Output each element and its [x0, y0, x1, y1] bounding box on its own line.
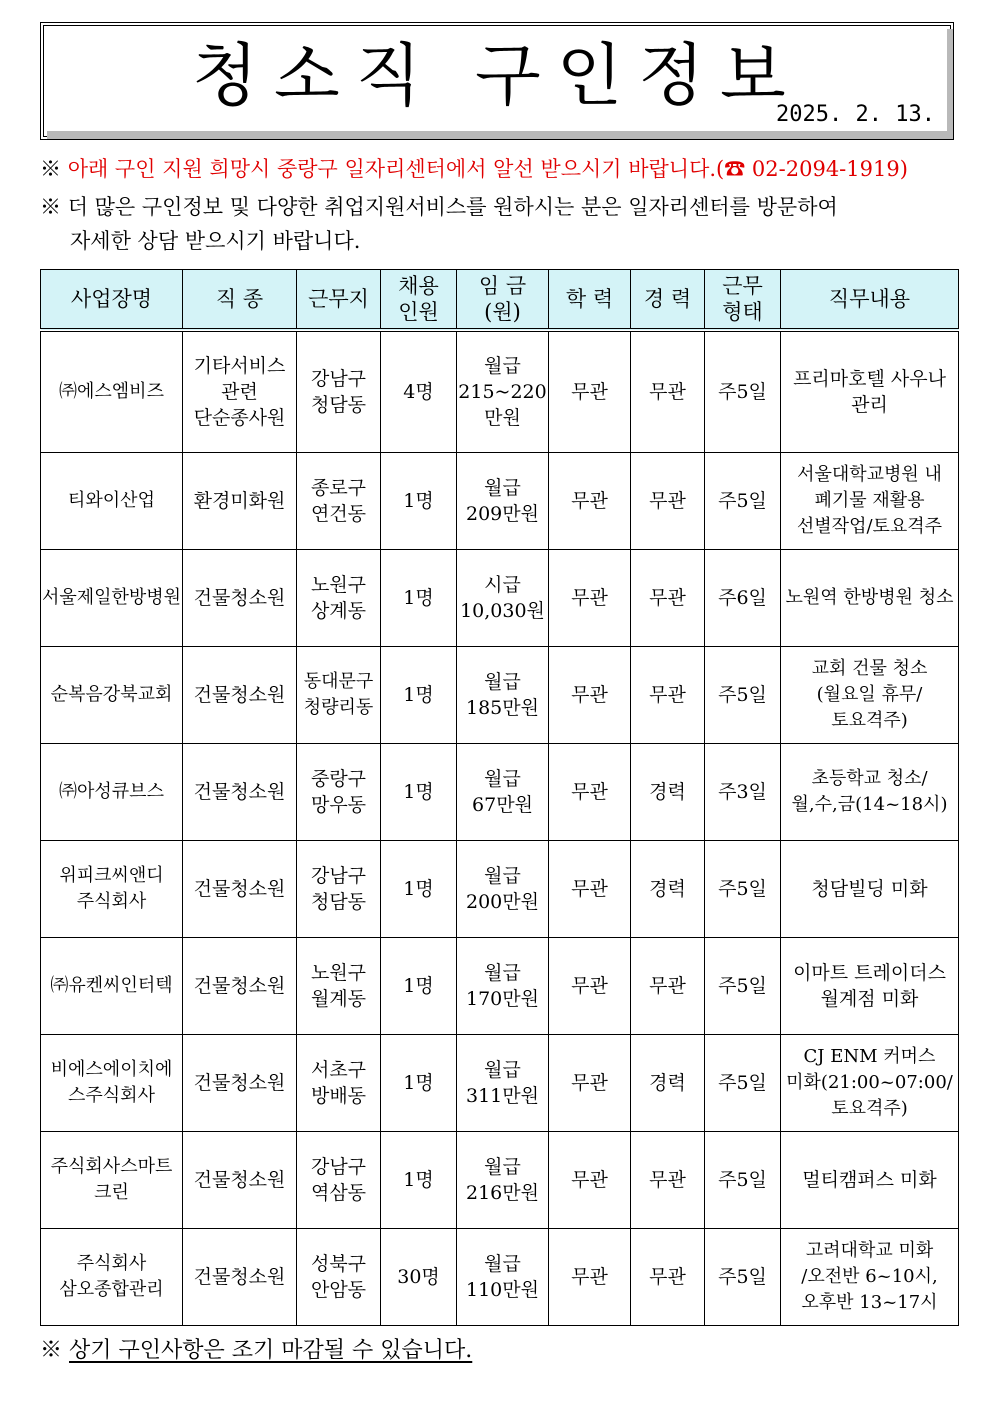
header-experience: 경 력 — [631, 270, 705, 331]
table-row — [41, 550, 959, 647]
cell-location: 중랑구 망우동 — [297, 744, 381, 841]
cell-count: 1명 — [381, 1132, 457, 1229]
cell-count: 1명 — [381, 647, 457, 744]
job-listings-table — [40, 269, 959, 1326]
cell-education: 무관 — [549, 550, 631, 647]
cell-work-type: 주5일 — [705, 938, 781, 1035]
cell-wage: 월급 311만원 — [457, 1035, 549, 1132]
cell-education: 무관 — [549, 1132, 631, 1229]
notice-line-2-text: 더 많은 구인정보 및 다양한 취업지원서비스를 원하시는 분은 일자리센터를 방문하여 — [67, 195, 838, 219]
cell-experience: 경력 — [631, 1035, 705, 1132]
cell-job: 건물청소원 — [183, 550, 297, 647]
cell-experience: 무관 — [631, 550, 705, 647]
footer-notice — [40, 1334, 472, 1368]
cell-company: ㈜아성큐브스 — [41, 744, 183, 841]
cell-education: 무관 — [549, 1035, 631, 1132]
cell-location: 강남구 청담동 — [297, 841, 381, 938]
cell-work-type: 주5일 — [705, 330, 781, 453]
cell-work-type: 주5일 — [705, 647, 781, 744]
cell-job: 건물청소원 — [183, 1229, 297, 1326]
header-location: 근무지 — [297, 270, 381, 331]
cell-work-type: 주3일 — [705, 744, 781, 841]
cell-experience: 경력 — [631, 841, 705, 938]
table-row — [41, 744, 959, 841]
cell-experience: 무관 — [631, 1132, 705, 1229]
cell-duty: 멀티캠퍼스 미화 — [781, 1132, 959, 1229]
cell-company: 티와이산업 — [41, 453, 183, 550]
header-company: 사업장명 — [41, 270, 183, 331]
cell-education: 무관 — [549, 647, 631, 744]
page-title: 청소직 구인정보 — [192, 37, 802, 116]
table-row — [41, 841, 959, 938]
table-row — [41, 330, 959, 453]
cell-education: 무관 — [549, 1229, 631, 1326]
reference-mark: ※ — [40, 195, 61, 219]
cell-wage: 월급 216만원 — [457, 1132, 549, 1229]
cell-job: 건물청소원 — [183, 1035, 297, 1132]
cell-job: 건물청소원 — [183, 744, 297, 841]
cell-duty: 교회 건물 청소 (월요일 휴무/ 토요격주) — [781, 647, 959, 744]
cell-work-type: 주5일 — [705, 453, 781, 550]
table-row — [41, 938, 959, 1035]
cell-experience: 무관 — [631, 647, 705, 744]
cell-count: 4명 — [381, 330, 457, 453]
header-work-type: 근무 형태 — [705, 270, 781, 331]
cell-duty: CJ ENM 커머스 미화(21:00~07:00/ 토요격주) — [781, 1035, 959, 1132]
reference-mark: ※ — [40, 157, 61, 181]
cell-count: 30명 — [381, 1229, 457, 1326]
cell-work-type: 주5일 — [705, 841, 781, 938]
cell-location: 서초구 방배동 — [297, 1035, 381, 1132]
cell-company: 주식회사 삼오종합관리 — [41, 1229, 183, 1326]
table-header-row — [41, 270, 959, 331]
cell-company: 서울제일한방병원 — [41, 550, 183, 647]
cell-company: 순복음강북교회 — [41, 647, 183, 744]
cell-work-type: 주6일 — [705, 550, 781, 647]
cell-company: 비에스에이치에 스주식회사 — [41, 1035, 183, 1132]
cell-work-type: 주5일 — [705, 1132, 781, 1229]
cell-count: 1명 — [381, 744, 457, 841]
cell-wage: 월급 67만원 — [457, 744, 549, 841]
cell-job: 건물청소원 — [183, 938, 297, 1035]
notice-line-2-continuation: 자세한 상담 받으시기 바랍니다. — [70, 229, 361, 253]
cell-location: 종로구 연건동 — [297, 453, 381, 550]
title-box-shadow — [47, 131, 953, 139]
cell-count: 1명 — [381, 550, 457, 647]
cell-experience: 무관 — [631, 1229, 705, 1326]
cell-count: 1명 — [381, 1035, 457, 1132]
cell-job: 환경미화원 — [183, 453, 297, 550]
cell-job: 건물청소원 — [183, 1132, 297, 1229]
cell-education: 무관 — [549, 453, 631, 550]
cell-experience: 무관 — [631, 453, 705, 550]
header-education: 학 력 — [549, 270, 631, 331]
cell-wage: 시급 10,030원 — [457, 550, 549, 647]
cell-education: 무관 — [549, 330, 631, 453]
cell-location: 성북구 안암동 — [297, 1229, 381, 1326]
cell-work-type: 주5일 — [705, 1035, 781, 1132]
cell-duty: 프리마호텔 사우나 관리 — [781, 330, 959, 453]
cell-location: 노원구 상계동 — [297, 550, 381, 647]
cell-company: 주식회사스마트 크린 — [41, 1132, 183, 1229]
cell-duty: 초등학교 청소/ 월,수,금(14~18시) — [781, 744, 959, 841]
cell-education: 무관 — [549, 938, 631, 1035]
cell-location: 강남구 역삼동 — [297, 1132, 381, 1229]
cell-count: 1명 — [381, 453, 457, 550]
header-wage: 임 금 (원) — [457, 270, 549, 331]
cell-education: 무관 — [549, 841, 631, 938]
cell-count: 1명 — [381, 841, 457, 938]
document-date: 2025. 2. 13. — [776, 102, 935, 127]
cell-job: 건물청소원 — [183, 841, 297, 938]
cell-job: 기타서비스 관련 단순종사원 — [183, 330, 297, 453]
header-duty: 직무내용 — [781, 270, 959, 331]
cell-duty: 노원역 한방병원 청소 — [781, 550, 959, 647]
cell-wage: 월급 185만원 — [457, 647, 549, 744]
cell-work-type: 주5일 — [705, 1229, 781, 1326]
cell-wage: 월급 215~220 만원 — [457, 330, 549, 453]
cell-location: 동대문구 청량리동 — [297, 647, 381, 744]
cell-wage: 월급 200만원 — [457, 841, 549, 938]
table-row — [41, 1132, 959, 1229]
title-box — [40, 22, 954, 140]
cell-location: 노원구 월계동 — [297, 938, 381, 1035]
cell-duty: 서울대학교병원 내 폐기물 재활용 선별작업/토요격주 — [781, 453, 959, 550]
table-row — [41, 1035, 959, 1132]
header-count: 채용 인원 — [381, 270, 457, 331]
cell-company: 위피크씨앤디 주식회사 — [41, 841, 183, 938]
cell-wage: 월급 170만원 — [457, 938, 549, 1035]
cell-duty: 청담빌딩 미화 — [781, 841, 959, 938]
cell-wage: 월급 110만원 — [457, 1229, 549, 1326]
reference-mark: ※ — [40, 1338, 63, 1363]
footer-notice-text: 상기 구인사항은 조기 마감될 수 있습니다. — [69, 1338, 473, 1363]
cell-experience: 무관 — [631, 330, 705, 453]
cell-duty: 이마트 트레이더스 월계점 미화 — [781, 938, 959, 1035]
cell-company: ㈜에스엠비즈 — [41, 330, 183, 453]
header-job: 직 종 — [183, 270, 297, 331]
notice-line-1 — [40, 152, 908, 186]
cell-job: 건물청소원 — [183, 647, 297, 744]
notice-line-2 — [40, 190, 960, 258]
cell-count: 1명 — [381, 938, 457, 1035]
cell-experience: 무관 — [631, 938, 705, 1035]
cell-duty: 고려대학교 미화 /오전반 6~10시, 오후반 13~17시 — [781, 1229, 959, 1326]
cell-education: 무관 — [549, 744, 631, 841]
cell-company: ㈜유켄씨인터텍 — [41, 938, 183, 1035]
table-row — [41, 453, 959, 550]
table-row — [41, 1229, 959, 1326]
cell-experience: 경력 — [631, 744, 705, 841]
cell-wage: 월급 209만원 — [457, 453, 549, 550]
cell-location: 강남구 청담동 — [297, 330, 381, 453]
notice-line-1-text: 아래 구인 지원 희망시 중랑구 일자리센터에서 알선 받으시기 바랍니다.(☎ 02-2094-1919) — [67, 157, 908, 181]
table-row — [41, 647, 959, 744]
